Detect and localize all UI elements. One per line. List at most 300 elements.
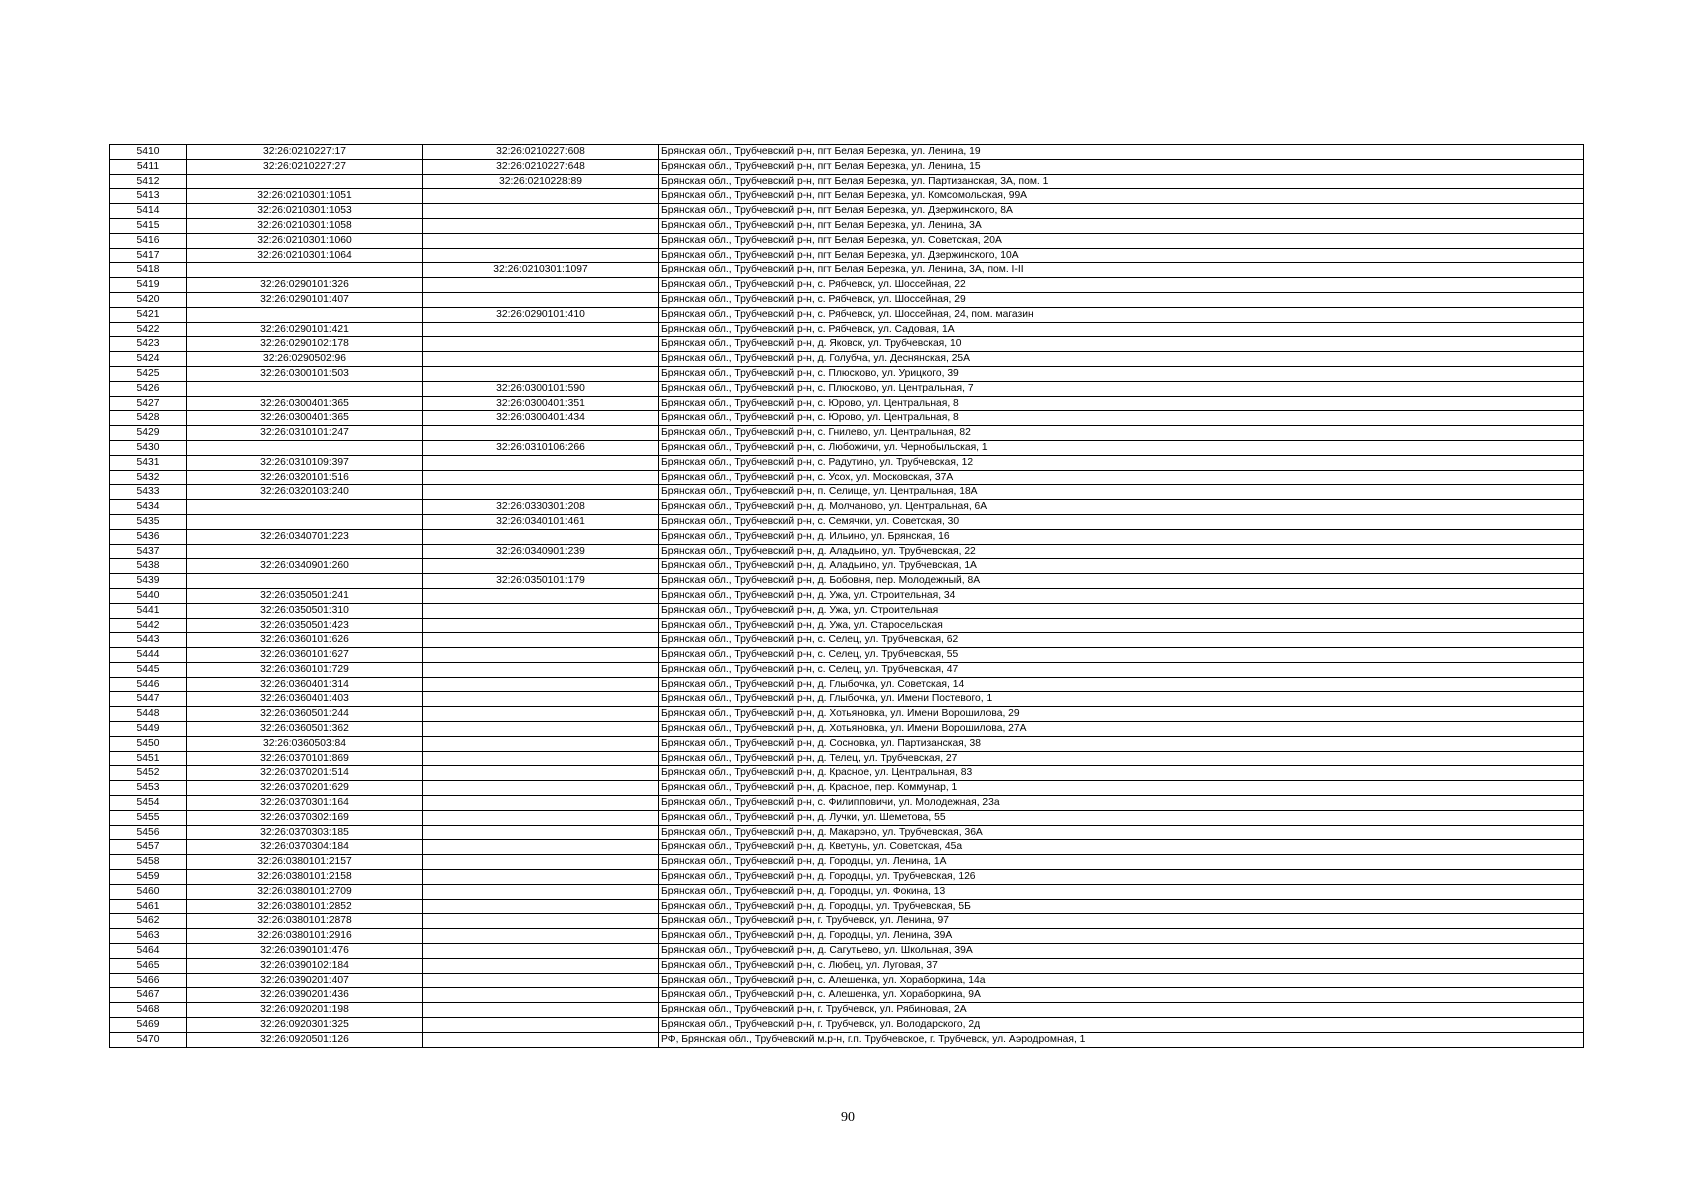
table-row [110, 307, 1584, 322]
object-cadastral-number-cell: 32:26:0300101:590 [423, 381, 659, 396]
address-cell: Брянская обл., Трубчевский р-н, с. Рябчевск, ул. Шоссейная, 29 [659, 292, 1584, 307]
cadastral-number-cell: 32:26:0360101:729 [187, 662, 423, 677]
cadastral-number-cell [187, 307, 423, 322]
address-cell: Брянская обл., Трубчевский р-н, с. Рябчевск, ул. Шоссейная, 22 [659, 278, 1584, 293]
row-number-cell: 5422 [110, 322, 187, 337]
row-number-cell: 5457 [110, 840, 187, 855]
cadastral-number-cell: 32:26:0370201:629 [187, 781, 423, 796]
cadastral-number-cell: 32:26:0370303:185 [187, 825, 423, 840]
row-number-cell: 5439 [110, 574, 187, 589]
address-cell: Брянская обл., Трубчевский р-н, г. Трубчевск, ул. Рябиновая, 2А [659, 1003, 1584, 1018]
address-cell: Брянская обл., Трубчевский р-н, д. Яковск, ул. Трубчевская, 10 [659, 337, 1584, 352]
address-cell: Брянская обл., Трубчевский р-н, с. Юрово, ул. Центральная, 8 [659, 411, 1584, 426]
object-cadastral-number-cell [423, 633, 659, 648]
row-number-cell: 5461 [110, 899, 187, 914]
address-cell: Брянская обл., Трубчевский р-н, пгт Белая Березка, ул. Дзержинского, 10А [659, 248, 1584, 263]
table-row [110, 189, 1584, 204]
object-cadastral-number-cell: 32:26:0310106:266 [423, 440, 659, 455]
object-cadastral-number-cell [423, 337, 659, 352]
table-row [110, 322, 1584, 337]
cadastral-number-cell: 32:26:0300401:365 [187, 411, 423, 426]
object-cadastral-number-cell [423, 722, 659, 737]
object-cadastral-number-cell [423, 204, 659, 219]
table-row [110, 958, 1584, 973]
table-row [110, 707, 1584, 722]
table-row [110, 736, 1584, 751]
cadastral-number-cell: 32:26:0370304:184 [187, 840, 423, 855]
row-number-cell: 5458 [110, 855, 187, 870]
row-number-cell: 5443 [110, 633, 187, 648]
cadastral-number-cell: 32:26:0380101:2916 [187, 929, 423, 944]
object-cadastral-number-cell [423, 322, 659, 337]
cadastral-number-cell [187, 263, 423, 278]
address-cell: Брянская обл., Трубчевский р-н, с. Рябчевск, ул. Садовая, 1А [659, 322, 1584, 337]
cadastral-number-cell: 32:26:0290502:96 [187, 352, 423, 367]
cadastral-number-cell: 32:26:0360101:626 [187, 633, 423, 648]
table-row [110, 677, 1584, 692]
object-cadastral-number-cell [423, 929, 659, 944]
table-row [110, 337, 1584, 352]
table-row [110, 929, 1584, 944]
row-number-cell: 5456 [110, 825, 187, 840]
object-cadastral-number-cell: 32:26:0210227:648 [423, 159, 659, 174]
cadastral-number-cell: 32:26:0390102:184 [187, 958, 423, 973]
row-number-cell: 5451 [110, 751, 187, 766]
address-cell: Брянская обл., Трубчевский р-н, д. Хотьяновка, ул. Имени Ворошилова, 27А [659, 722, 1584, 737]
table-row [110, 248, 1584, 263]
address-cell: РФ, Брянская обл., Трубчевский м.р-н, г.п. Трубчевское, г. Трубчевск, ул. Аэродромная, 1 [659, 1032, 1584, 1047]
table-row [110, 574, 1584, 589]
cadastral-number-cell: 32:26:0390201:407 [187, 973, 423, 988]
table-row [110, 825, 1584, 840]
cadastral-number-cell: 32:26:0350501:310 [187, 603, 423, 618]
address-cell: Брянская обл., Трубчевский р-н, д. Глыбочка, ул. Советская, 14 [659, 677, 1584, 692]
object-cadastral-number-cell [423, 810, 659, 825]
cadastral-number-cell: 32:26:0210301:1064 [187, 248, 423, 263]
address-cell: Брянская обл., Трубчевский р-н, д. Красное, пер. Коммунар, 1 [659, 781, 1584, 796]
cadastral-number-cell: 32:26:0290102:178 [187, 337, 423, 352]
table-row [110, 1018, 1584, 1033]
cadastral-number-cell: 32:26:0290101:407 [187, 292, 423, 307]
object-cadastral-number-cell [423, 840, 659, 855]
table-row [110, 751, 1584, 766]
object-cadastral-number-cell [423, 248, 659, 263]
cadastral-number-cell: 32:26:0380101:2157 [187, 855, 423, 870]
table-row [110, 159, 1584, 174]
address-cell: Брянская обл., Трубчевский р-н, пгт Белая Березка, ул. Партизанская, 3А, пом. 1 [659, 174, 1584, 189]
cadastral-number-cell: 32:26:0320103:240 [187, 485, 423, 500]
cadastral-number-cell: 32:26:0380101:2158 [187, 870, 423, 885]
object-cadastral-number-cell: 32:26:0210227:608 [423, 145, 659, 160]
object-cadastral-number-cell [423, 884, 659, 899]
object-cadastral-number-cell [423, 529, 659, 544]
table-row [110, 648, 1584, 663]
address-cell: Брянская обл., Трубчевский р-н, с. Семячки, ул. Советская, 30 [659, 514, 1584, 529]
object-cadastral-number-cell [423, 1032, 659, 1047]
cadastral-number-cell: 32:26:0920501:126 [187, 1032, 423, 1047]
table-row [110, 1032, 1584, 1047]
cadastral-number-cell: 32:26:0210301:1058 [187, 218, 423, 233]
table-row [110, 884, 1584, 899]
cadastral-number-cell: 32:26:0310101:247 [187, 426, 423, 441]
cadastral-number-cell: 32:26:0370302:169 [187, 810, 423, 825]
row-number-cell: 5459 [110, 870, 187, 885]
address-cell: Брянская обл., Трубчевский р-н, с. Рябчевск, ул. Шоссейная, 24, пом. магазин [659, 307, 1584, 322]
address-cell: Брянская обл., Трубчевский р-н, с. Филипповичи, ул. Молодежная, 23а [659, 796, 1584, 811]
object-cadastral-number-cell: 32:26:0340901:239 [423, 544, 659, 559]
object-cadastral-number-cell [423, 1018, 659, 1033]
table-row [110, 559, 1584, 574]
address-cell: Брянская обл., Трубчевский р-н, д. Хотьяновка, ул. Имени Ворошилова, 29 [659, 707, 1584, 722]
row-number-cell: 5469 [110, 1018, 187, 1033]
row-number-cell: 5421 [110, 307, 187, 322]
cadastral-number-cell: 32:26:0380101:2852 [187, 899, 423, 914]
row-number-cell: 5425 [110, 366, 187, 381]
table-row [110, 944, 1584, 959]
object-cadastral-number-cell [423, 781, 659, 796]
cadastral-number-cell: 32:26:0210301:1053 [187, 204, 423, 219]
object-cadastral-number-cell: 32:26:0210301:1097 [423, 263, 659, 278]
table-row [110, 145, 1584, 160]
address-cell: Брянская обл., Трубчевский р-н, с. Усох, ул. Московская, 37А [659, 470, 1584, 485]
cadastral-number-cell [187, 381, 423, 396]
row-number-cell: 5420 [110, 292, 187, 307]
table-row [110, 381, 1584, 396]
row-number-cell: 5463 [110, 929, 187, 944]
row-number-cell: 5450 [110, 736, 187, 751]
address-cell: Брянская обл., Трубчевский р-н, с. Любец, ул. Луговая, 37 [659, 958, 1584, 973]
table-row [110, 796, 1584, 811]
object-cadastral-number-cell [423, 218, 659, 233]
address-cell: Брянская обл., Трубчевский р-н, д. Кветунь, ул. Советская, 45а [659, 840, 1584, 855]
row-number-cell: 5453 [110, 781, 187, 796]
row-number-cell: 5426 [110, 381, 187, 396]
address-cell: Брянская обл., Трубчевский р-н, пгт Белая Березка, ул. Ленина, 3А, пом. I-II [659, 263, 1584, 278]
object-cadastral-number-cell: 32:26:0300401:434 [423, 411, 659, 426]
table-row [110, 662, 1584, 677]
address-cell: Брянская обл., Трубчевский р-н, с. Радутино, ул. Трубчевская, 12 [659, 455, 1584, 470]
address-cell: Брянская обл., Трубчевский р-н, с. Юрово, ул. Центральная, 8 [659, 396, 1584, 411]
table-row [110, 411, 1584, 426]
cadastral-number-cell: 32:26:0370201:514 [187, 766, 423, 781]
table-row [110, 603, 1584, 618]
table-row [110, 973, 1584, 988]
row-number-cell: 5410 [110, 145, 187, 160]
cadastral-number-cell: 32:26:0210227:17 [187, 145, 423, 160]
table-row [110, 426, 1584, 441]
object-cadastral-number-cell [423, 692, 659, 707]
cadastral-number-cell [187, 514, 423, 529]
table-row [110, 455, 1584, 470]
object-cadastral-number-cell [423, 470, 659, 485]
object-cadastral-number-cell [423, 618, 659, 633]
table-row [110, 292, 1584, 307]
row-number-cell: 5417 [110, 248, 187, 263]
address-cell: Брянская обл., Трубчевский р-н, д. Аладьино, ул. Трубчевская, 22 [659, 544, 1584, 559]
cadastral-number-cell: 32:26:0290101:421 [187, 322, 423, 337]
address-cell: Брянская обл., Трубчевский р-н, д. Городцы, ул. Трубчевская, 5Б [659, 899, 1584, 914]
object-cadastral-number-cell [423, 707, 659, 722]
table-row [110, 810, 1584, 825]
address-cell: Брянская обл., Трубчевский р-н, д. Городцы, ул. Трубчевская, 126 [659, 870, 1584, 885]
table-row [110, 500, 1584, 515]
object-cadastral-number-cell [423, 796, 659, 811]
cadastral-number-cell [187, 544, 423, 559]
table-row [110, 278, 1584, 293]
table-row [110, 204, 1584, 219]
row-number-cell: 5435 [110, 514, 187, 529]
object-cadastral-number-cell [423, 751, 659, 766]
table-row [110, 988, 1584, 1003]
row-number-cell: 5415 [110, 218, 187, 233]
object-cadastral-number-cell: 32:26:0330301:208 [423, 500, 659, 515]
row-number-cell: 5445 [110, 662, 187, 677]
object-cadastral-number-cell: 32:26:0210228:89 [423, 174, 659, 189]
row-number-cell: 5462 [110, 914, 187, 929]
cadastral-number-cell: 32:26:0300401:365 [187, 396, 423, 411]
cadastral-number-cell: 32:26:0920301:325 [187, 1018, 423, 1033]
table-row [110, 840, 1584, 855]
row-number-cell: 5434 [110, 500, 187, 515]
row-number-cell: 5455 [110, 810, 187, 825]
object-cadastral-number-cell [423, 855, 659, 870]
table-row [110, 174, 1584, 189]
object-cadastral-number-cell: 32:26:0340101:461 [423, 514, 659, 529]
row-number-cell: 5418 [110, 263, 187, 278]
cadastral-number-cell [187, 500, 423, 515]
cadastral-number-cell: 32:26:0360401:314 [187, 677, 423, 692]
address-cell: Брянская обл., Трубчевский р-н, с. Селец, ул. Трубчевская, 47 [659, 662, 1584, 677]
address-cell: Брянская обл., Трубчевский р-н, д. Аладьино, ул. Трубчевская, 1А [659, 559, 1584, 574]
table-row [110, 766, 1584, 781]
table-row [110, 633, 1584, 648]
address-cell: Брянская обл., Трубчевский р-н, пгт Белая Березка, ул. Советская, 20А [659, 233, 1584, 248]
address-cell: Брянская обл., Трубчевский р-н, д. Ужа, ул. Строительная, 34 [659, 588, 1584, 603]
object-cadastral-number-cell [423, 603, 659, 618]
row-number-cell: 5433 [110, 485, 187, 500]
object-cadastral-number-cell: 32:26:0300401:351 [423, 396, 659, 411]
registry-table-body [110, 145, 1584, 1048]
table-row [110, 233, 1584, 248]
table-row [110, 618, 1584, 633]
address-cell: Брянская обл., Трубчевский р-н, с. Гнилево, ул. Центральная, 82 [659, 426, 1584, 441]
table-row [110, 485, 1584, 500]
row-number-cell: 5470 [110, 1032, 187, 1047]
row-number-cell: 5454 [110, 796, 187, 811]
object-cadastral-number-cell [423, 366, 659, 381]
address-cell: Брянская обл., Трубчевский р-н, д. Сагутьево, ул. Школьная, 39А [659, 944, 1584, 959]
table-row [110, 692, 1584, 707]
object-cadastral-number-cell [423, 292, 659, 307]
address-cell: Брянская обл., Трубчевский р-н, д. Сосновка, ул. Партизанская, 38 [659, 736, 1584, 751]
table-row [110, 396, 1584, 411]
object-cadastral-number-cell [423, 677, 659, 692]
row-number-cell: 5414 [110, 204, 187, 219]
table-row [110, 855, 1584, 870]
cadastral-number-cell: 32:26:0210301:1051 [187, 189, 423, 204]
cadastral-number-cell: 32:26:0360101:627 [187, 648, 423, 663]
row-number-cell: 5432 [110, 470, 187, 485]
cadastral-number-cell: 32:26:0340701:223 [187, 529, 423, 544]
cadastral-number-cell: 32:26:0210301:1060 [187, 233, 423, 248]
row-number-cell: 5464 [110, 944, 187, 959]
address-cell: Брянская обл., Трубчевский р-н, д. Ужа, ул. Старосельская [659, 618, 1584, 633]
table-row [110, 870, 1584, 885]
table-row [110, 514, 1584, 529]
object-cadastral-number-cell [423, 233, 659, 248]
row-number-cell: 5438 [110, 559, 187, 574]
row-number-cell: 5465 [110, 958, 187, 973]
object-cadastral-number-cell [423, 455, 659, 470]
row-number-cell: 5430 [110, 440, 187, 455]
object-cadastral-number-cell [423, 352, 659, 367]
object-cadastral-number-cell [423, 485, 659, 500]
row-number-cell: 5427 [110, 396, 187, 411]
table-row [110, 722, 1584, 737]
address-cell: Брянская обл., Трубчевский р-н, с. Селец, ул. Трубчевская, 55 [659, 648, 1584, 663]
object-cadastral-number-cell [423, 278, 659, 293]
cadastral-number-cell [187, 440, 423, 455]
object-cadastral-number-cell [423, 899, 659, 914]
object-cadastral-number-cell [423, 1003, 659, 1018]
address-cell: Брянская обл., Трубчевский р-н, с. Плюсково, ул. Центральная, 7 [659, 381, 1584, 396]
table-row [110, 899, 1584, 914]
address-cell: Брянская обл., Трубчевский р-н, г. Трубчевск, ул. Володарского, 2д [659, 1018, 1584, 1033]
table-row [110, 529, 1584, 544]
cadastral-number-cell: 32:26:0310109:397 [187, 455, 423, 470]
object-cadastral-number-cell [423, 426, 659, 441]
address-cell: Брянская обл., Трубчевский р-н, пгт Белая Березка, ул. Ленина, 19 [659, 145, 1584, 160]
row-number-cell: 5460 [110, 884, 187, 899]
page-number: 90 [841, 1110, 855, 1125]
object-cadastral-number-cell [423, 736, 659, 751]
address-cell: Брянская обл., Трубчевский р-н, д. Молчаново, ул. Центральная, 6А [659, 500, 1584, 515]
address-cell: Брянская обл., Трубчевский р-н, г. Трубчевск, ул. Ленина, 97 [659, 914, 1584, 929]
row-number-cell: 5423 [110, 337, 187, 352]
cadastral-number-cell: 32:26:0360501:362 [187, 722, 423, 737]
address-cell: Брянская обл., Трубчевский р-н, с. Плюсково, ул. Урицкого, 39 [659, 366, 1584, 381]
address-cell: Брянская обл., Трубчевский р-н, д. Ужа, ул. Строительная [659, 603, 1584, 618]
address-cell: Брянская обл., Трубчевский р-н, с. Селец, ул. Трубчевская, 62 [659, 633, 1584, 648]
table-row [110, 218, 1584, 233]
row-number-cell: 5416 [110, 233, 187, 248]
address-cell: Брянская обл., Трубчевский р-н, п. Селище, ул. Центральная, 18А [659, 485, 1584, 500]
address-cell: Брянская обл., Трубчевский р-н, д. Глыбочка, ул. Имени Постевого, 1 [659, 692, 1584, 707]
row-number-cell: 5413 [110, 189, 187, 204]
object-cadastral-number-cell [423, 588, 659, 603]
row-number-cell: 5419 [110, 278, 187, 293]
cadastral-number-cell: 32:26:0370301:164 [187, 796, 423, 811]
address-cell: Брянская обл., Трубчевский р-н, д. Городцы, ул. Ленина, 39А [659, 929, 1584, 944]
cadastral-number-cell: 32:26:0300101:503 [187, 366, 423, 381]
object-cadastral-number-cell [423, 973, 659, 988]
cadastral-number-cell: 32:26:0390101:476 [187, 944, 423, 959]
cadastral-number-cell: 32:26:0380101:2878 [187, 914, 423, 929]
object-cadastral-number-cell [423, 825, 659, 840]
cadastral-number-cell: 32:26:0290101:326 [187, 278, 423, 293]
row-number-cell: 5428 [110, 411, 187, 426]
table-row [110, 1003, 1584, 1018]
row-number-cell: 5441 [110, 603, 187, 618]
object-cadastral-number-cell [423, 914, 659, 929]
address-cell: Брянская обл., Трубчевский р-н, д. Лучки, ул. Шеметова, 55 [659, 810, 1584, 825]
address-cell: Брянская обл., Трубчевский р-н, пгт Белая Березка, ул. Дзержинского, 8А [659, 204, 1584, 219]
object-cadastral-number-cell [423, 648, 659, 663]
address-cell: Брянская обл., Трубчевский р-н, д. Красное, ул. Центральная, 83 [659, 766, 1584, 781]
address-cell: Брянская обл., Трубчевский р-н, д. Городцы, ул. Ленина, 1А [659, 855, 1584, 870]
row-number-cell: 5446 [110, 677, 187, 692]
cadastral-number-cell: 32:26:0390201:436 [187, 988, 423, 1003]
address-cell: Брянская обл., Трубчевский р-н, пгт Белая Березка, ул. Ленина, 15 [659, 159, 1584, 174]
object-cadastral-number-cell [423, 559, 659, 574]
cadastral-number-cell: 32:26:0320101:516 [187, 470, 423, 485]
address-cell: Брянская обл., Трубчевский р-н, пгт Белая Березка, ул. Ленина, 3А [659, 218, 1584, 233]
object-cadastral-number-cell: 32:26:0350101:179 [423, 574, 659, 589]
row-number-cell: 5447 [110, 692, 187, 707]
cadastral-number-cell: 32:26:0350501:241 [187, 588, 423, 603]
object-cadastral-number-cell [423, 662, 659, 677]
table-row [110, 440, 1584, 455]
row-number-cell: 5452 [110, 766, 187, 781]
object-cadastral-number-cell [423, 988, 659, 1003]
row-number-cell: 5429 [110, 426, 187, 441]
table-row [110, 263, 1584, 278]
row-number-cell: 5411 [110, 159, 187, 174]
address-cell: Брянская обл., Трубчевский р-н, д. Городцы, ул. Фокина, 13 [659, 884, 1584, 899]
row-number-cell: 5436 [110, 529, 187, 544]
address-cell: Брянская обл., Трубчевский р-н, д. Телец, ул. Трубчевская, 27 [659, 751, 1584, 766]
address-cell: Брянская обл., Трубчевский р-н, с. Алешенка, ул. Хораборкина, 9А [659, 988, 1584, 1003]
row-number-cell: 5424 [110, 352, 187, 367]
row-number-cell: 5448 [110, 707, 187, 722]
cadastral-number-cell: 32:26:0360503:84 [187, 736, 423, 751]
table-row [110, 914, 1584, 929]
registry-table [109, 144, 1584, 1048]
row-number-cell: 5468 [110, 1003, 187, 1018]
row-number-cell: 5431 [110, 455, 187, 470]
cadastral-number-cell: 32:26:0340901:260 [187, 559, 423, 574]
cadastral-number-cell: 32:26:0380101:2709 [187, 884, 423, 899]
row-number-cell: 5444 [110, 648, 187, 663]
cadastral-number-cell [187, 174, 423, 189]
row-number-cell: 5466 [110, 973, 187, 988]
table-row [110, 352, 1584, 367]
address-cell: Брянская обл., Трубчевский р-н, пгт Белая Березка, ул. Комсомольская, 99А [659, 189, 1584, 204]
row-number-cell: 5442 [110, 618, 187, 633]
address-cell: Брянская обл., Трубчевский р-н, д. Голубча, ул. Деснянская, 25А [659, 352, 1584, 367]
table-row [110, 366, 1584, 381]
row-number-cell: 5437 [110, 544, 187, 559]
table-row [110, 470, 1584, 485]
object-cadastral-number-cell [423, 944, 659, 959]
address-cell: Брянская обл., Трубчевский р-н, с. Любожичи, ул. Чернобыльская, 1 [659, 440, 1584, 455]
table-row [110, 544, 1584, 559]
address-cell: Брянская обл., Трубчевский р-н, д. Ильино, ул. Брянская, 16 [659, 529, 1584, 544]
cadastral-number-cell: 32:26:0360401:403 [187, 692, 423, 707]
object-cadastral-number-cell [423, 766, 659, 781]
row-number-cell: 5449 [110, 722, 187, 737]
cadastral-number-cell [187, 574, 423, 589]
cadastral-number-cell: 32:26:0360501:244 [187, 707, 423, 722]
object-cadastral-number-cell [423, 958, 659, 973]
address-cell: Брянская обл., Трубчевский р-н, с. Алешенка, ул. Хораборкина, 14а [659, 973, 1584, 988]
object-cadastral-number-cell [423, 870, 659, 885]
object-cadastral-number-cell [423, 189, 659, 204]
cadastral-number-cell: 32:26:0920201:198 [187, 1003, 423, 1018]
cadastral-number-cell: 32:26:0370101:869 [187, 751, 423, 766]
object-cadastral-number-cell: 32:26:0290101:410 [423, 307, 659, 322]
row-number-cell: 5440 [110, 588, 187, 603]
